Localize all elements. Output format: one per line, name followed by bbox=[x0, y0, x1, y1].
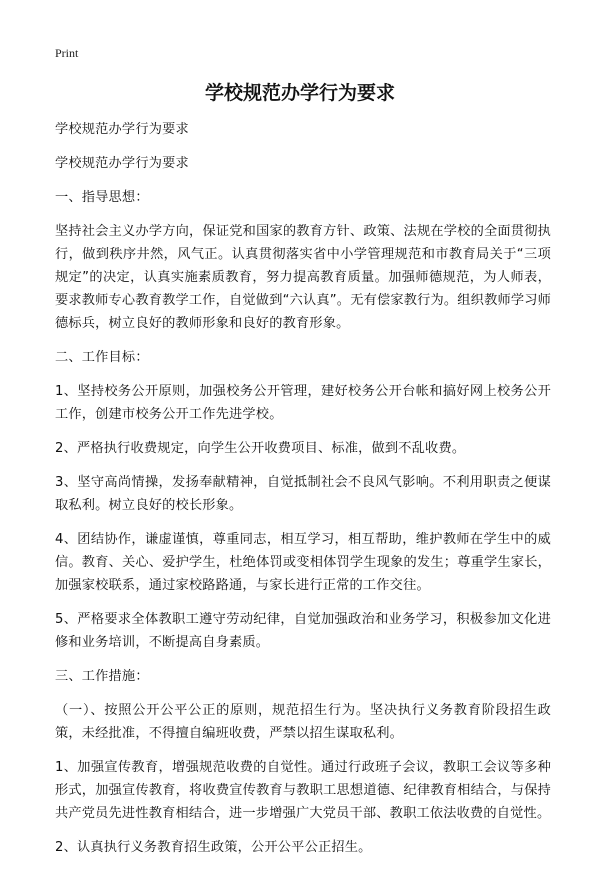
document-body bbox=[55, 118, 551, 870]
section-heading-work-measures: 三、工作措施： bbox=[55, 669, 149, 684]
section-heading-guiding-thought: 一、指导思想： bbox=[55, 190, 149, 205]
paragraph-subtitle-2: 学校规范办学行为要求 bbox=[55, 156, 189, 171]
measure-item-1: 1、加强宣传教育，增强规范收费的自觉性。通过行政班子会议，教职工会议等多种形式，加强宣传教育，将收费宣传教育与教职工思想道德、纪律教育相结合，与保持共产党员先进性教育相结合，进一步增强广大党员干部、教职工依法收费的自觉性。 bbox=[55, 760, 551, 821]
goal-item-1: 1、坚持校务公开原则，加强校务公开管理，建好校务公开台帐和搞好网上校务公开工作，创建市校务公开工作先进学校。 bbox=[55, 384, 551, 422]
section-heading-work-goals: 二、工作目标： bbox=[55, 350, 149, 365]
goal-item-4: 4、团结协作，谦虚谨慎，尊重同志，相互学习，相互帮助，维护教师在学生中的威信。教育、关心、爱护学生，杜绝体罚或变相体罚学生现象的发生；尊重学生家长，加强家校联系，通过家校路路通，与家长进行正常的工作交往。 bbox=[55, 532, 551, 593]
paragraph-guiding-thought: 坚持社会主义办学方向，保证党和国家的教育方针、政策、法规在学校的全面贯彻执行，做到秩序井然，风气正。认真贯彻落实省中小学管理规范和市教育局关于“三项规定”的决定，认真实施素质教育，努力提高教育质量。加强师德规范，为人师表，要求教师专心教育教学工作，自觉做到“六认真”。无有偿家教行为。组织教师学习师德标兵，树立良好的教师形象和良好的教育形象。 bbox=[55, 224, 552, 331]
goal-item-2: 2、严格执行收费规定，向学生公开收费项目、标准，做到不乱收费。 bbox=[55, 441, 466, 456]
goal-item-3: 3、坚守高尚情操，发扬奉献精神，自觉抵制社会不良风气影响。不利用职责之便谋取私利。树立良好的校长形象。 bbox=[55, 475, 551, 513]
print-link[interactable]: Print bbox=[55, 46, 79, 60]
measure-item-2: 2、认真执行义务教育招生政策，公开公平公正招生。 bbox=[55, 840, 372, 855]
measure-subsection-1: （一）、按照公开公平公正的原则，规范招生行为。坚决执行义务教育阶段招生政策，未经批准，不得擅自编班收费，严禁以招生谋取私利。 bbox=[55, 703, 551, 741]
goal-item-5: 5、严格要求全体教职工遵守劳动纪律，自觉加强政治和业务学习，积极参加文化进修和业务培训，不断提高自身素质。 bbox=[55, 612, 551, 650]
paragraph-subtitle-1: 学校规范办学行为要求 bbox=[55, 122, 189, 137]
page-title: 学校规范办学行为要求 bbox=[204, 82, 395, 104]
